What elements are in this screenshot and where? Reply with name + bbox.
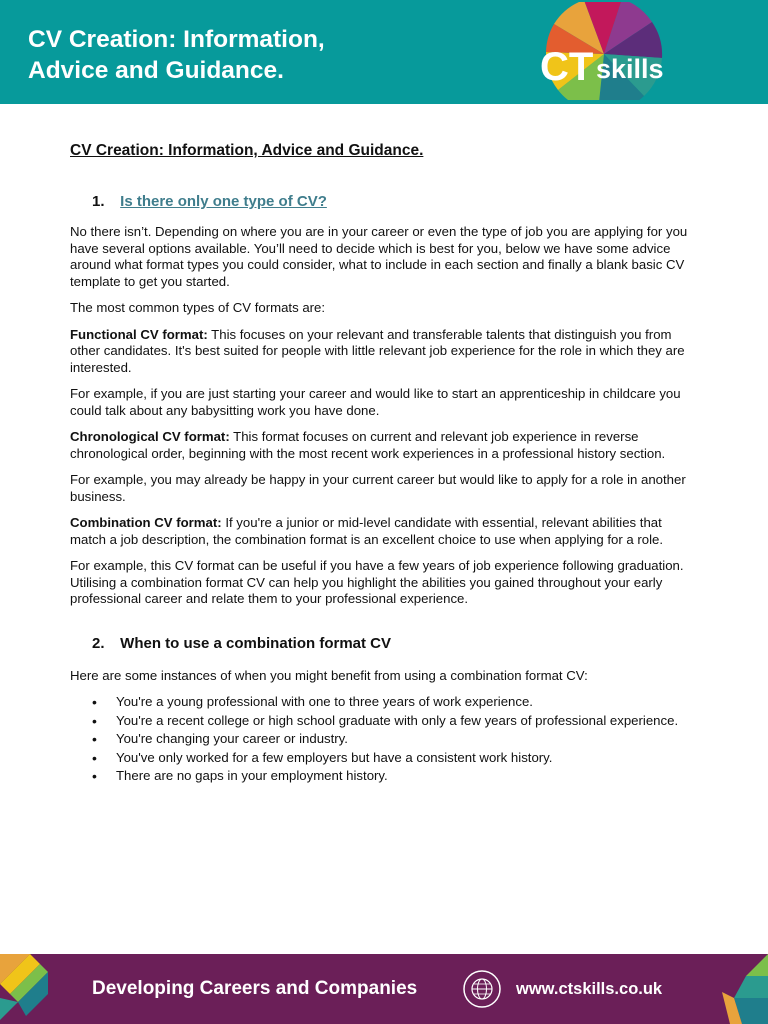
logo-ct-text: CT (540, 45, 594, 89)
section-1-number: 1. (92, 193, 105, 210)
ctskills-logo (532, 2, 676, 100)
chronological-paragraph (70, 429, 698, 462)
combination-example: For example, this CV format can be useful if you have a few years of job experience following graduation. Utilising a combination format CV can help you highlight the abilities you gained throughout your early professional career and relate them to your professional experience. (70, 558, 684, 606)
globe-icon (463, 970, 501, 1008)
footer-right-decoration (722, 954, 768, 1024)
section-2-intro: Here are some instances of when you might benefit from using a combination format CV: (70, 667, 588, 683)
header-title (28, 24, 448, 86)
document-body (70, 140, 698, 787)
list-item: • You're changing your career or industry. (116, 731, 698, 748)
list-item: • There are no gaps in your employment history. (116, 768, 698, 785)
page-header (0, 0, 768, 104)
header-title-line2: Advice and Guidance. (28, 57, 284, 84)
footer-tagline: Developing Careers and Companies (92, 978, 418, 999)
document-title: CV Creation: Information, Advice and Guidance. (70, 142, 424, 159)
functional-example: For example, if you are just starting your career and would like to start an apprenticeship in childcare you could talk about any babysitting work you have done. (70, 386, 681, 418)
combination-text: If you're a junior or mid-level candidate with essential, relevant abilities that match a job description, the combination format is an excellent choice to use when applying for a role. (70, 515, 664, 547)
footer-website-link[interactable]: www.ctskills.co.uk (516, 980, 663, 998)
functional-text: This focuses on your relevant and transferable talents that distinguish you from other candidates. It's best suited for people with little relevant job experience for the role in which they are interested. (70, 326, 685, 375)
combination-label: Combination CV format: (70, 515, 222, 530)
list-item: • You're a young professional with one to three years of work experience. (116, 694, 698, 711)
header-title-line1: CV Creation: Information, (28, 26, 325, 53)
chronological-label: Chronological CV format: (70, 429, 230, 444)
section-2-heading (92, 634, 698, 654)
functional-label: Functional CV format: (70, 326, 208, 342)
functional-paragraph (70, 327, 698, 377)
list-item: • You've only worked for a few employers but have a consistent work history. (116, 750, 698, 767)
list-item: • You're a recent college or high school graduate with only a few years of professional experience. (116, 713, 698, 730)
common-types-text: The most common types of CV formats are: (70, 300, 326, 315)
chronological-text: This format focuses on current and relevant job experience in reverse chronological order, beginning with the most recent work experiences in a professional history section. (70, 429, 666, 461)
section-1-heading (92, 192, 698, 212)
footer-left-decoration (0, 954, 48, 1024)
combination-paragraph (70, 515, 698, 548)
section-2-heading-text: When to use a combination format CV (120, 634, 392, 652)
section-2-number: 2. (92, 634, 105, 652)
logo-skills-text: skills (596, 54, 664, 84)
section-1-intro: No there isn’t. Depending on where you are in your career or even the type of job you are applying for you have several options available. You’ll need to decide which is best for you, below we have some advice around what format types you could consider, what to include in each section and finally a blank basic CV template to get you started. (70, 224, 688, 289)
combination-bullet-list (70, 694, 698, 785)
section-1-heading-link[interactable]: Is there only one type of CV? (120, 193, 327, 210)
chronological-example: For example, you may already be happy in your current career but would like to apply for a role in another business. (70, 472, 686, 504)
page-footer (0, 954, 768, 1024)
